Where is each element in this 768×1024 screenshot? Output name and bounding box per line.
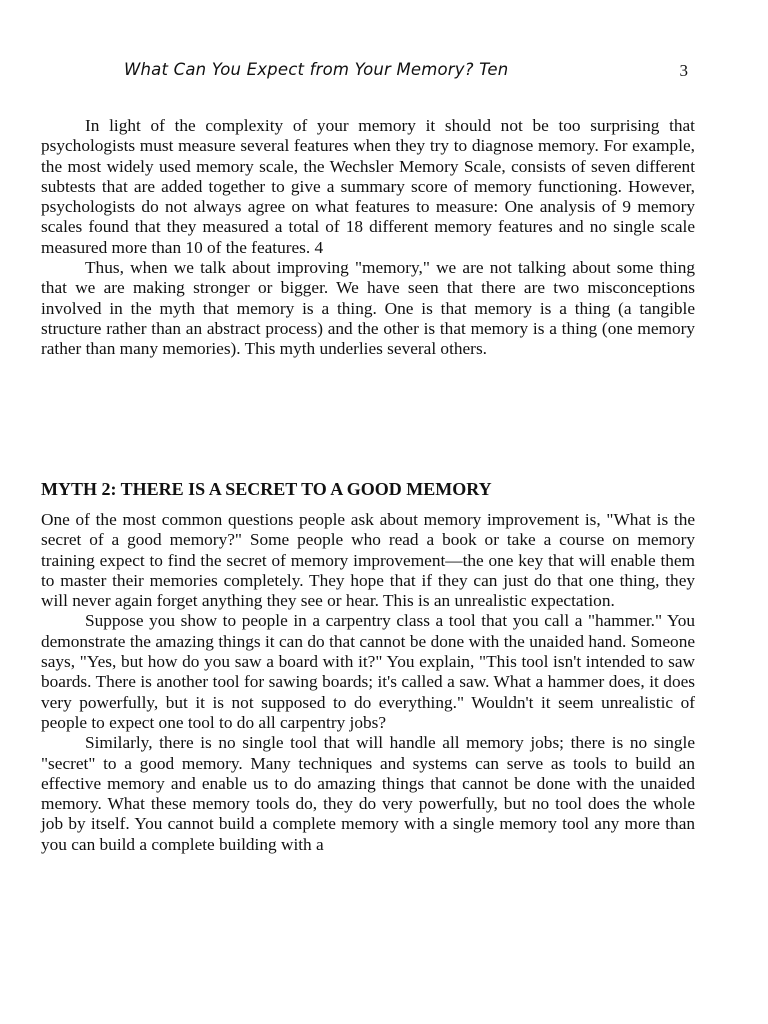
paragraph: In light of the complexity of your memory it should not be too surprising that psychologists must measure several features when they try to diagnose memory. For example, the most widely used memory scale, the Wechsler Memory Scale, consists of seven different subtests that are added together to give a summary score of memory functioning. However, psychologists do not always agree on what features to measure: One analysis of 9 memory scales found that they measured a total of 18 different memory features and no single scale measured more than 10 of the features. 4 [41, 116, 695, 257]
page-header [124, 60, 688, 84]
paragraph: Thus, when we talk about improving "memory," we are not talking about some thing that we are making stronger or bigger. We have seen that there are two misconceptions involved in the myth that memory is a thing. One is that memory is a thing (a tangible structure rather than an abstract process) and the other is that memory is a thing (one memory rather than many memories). This myth underlies several others. [41, 258, 695, 359]
paragraph: One of the most common questions people ask about memory improvement is, "What is the secret of a good memory?" Some people who read a book or take a course on memory training expect to find the secret of memory improvement—the one key that will enable them to master their memories completely. They hope that if they can just do that one thing, they will never again forget anything they see or hear. This is an unrealistic expectation. [41, 510, 695, 611]
running-head: What Can You Expect from Your Memory? Ten [124, 60, 509, 79]
paragraph: Suppose you show to people in a carpentry class a tool that you call a "hammer." You demonstrate the amazing things it can do that cannot be done with the unaided hand. Someone says, "Yes, but how do you saw a board with it?" You explain, "This tool isn't intended to saw boards. There is another tool for sawing boards; it's called a saw. What a hammer does, it does very powerfully, but it is not supposed to do everything." Wouldn't it seem unrealistic of people to expect one tool to do all carpentry jobs? [41, 611, 695, 732]
paragraph: Similarly, there is no single tool that will handle all memory jobs; there is no single "secret" to a good memory. Many techniques and systems can serve as tools to build an effective memory and enable us to do amazing things that cannot be done with the unaided memory. What these memory tools do, they do very powerfully, but no tool does the whole job by itself. You cannot build a complete memory with a single memory tool any more than you can build a complete building with a [41, 733, 695, 854]
page-number: 3 [679, 61, 688, 80]
section-myth-2 [41, 510, 695, 855]
section-myth-1-conclusion [41, 116, 695, 360]
section-heading: MYTH 2: THERE IS A SECRET TO A GOOD MEMORY [41, 479, 492, 499]
